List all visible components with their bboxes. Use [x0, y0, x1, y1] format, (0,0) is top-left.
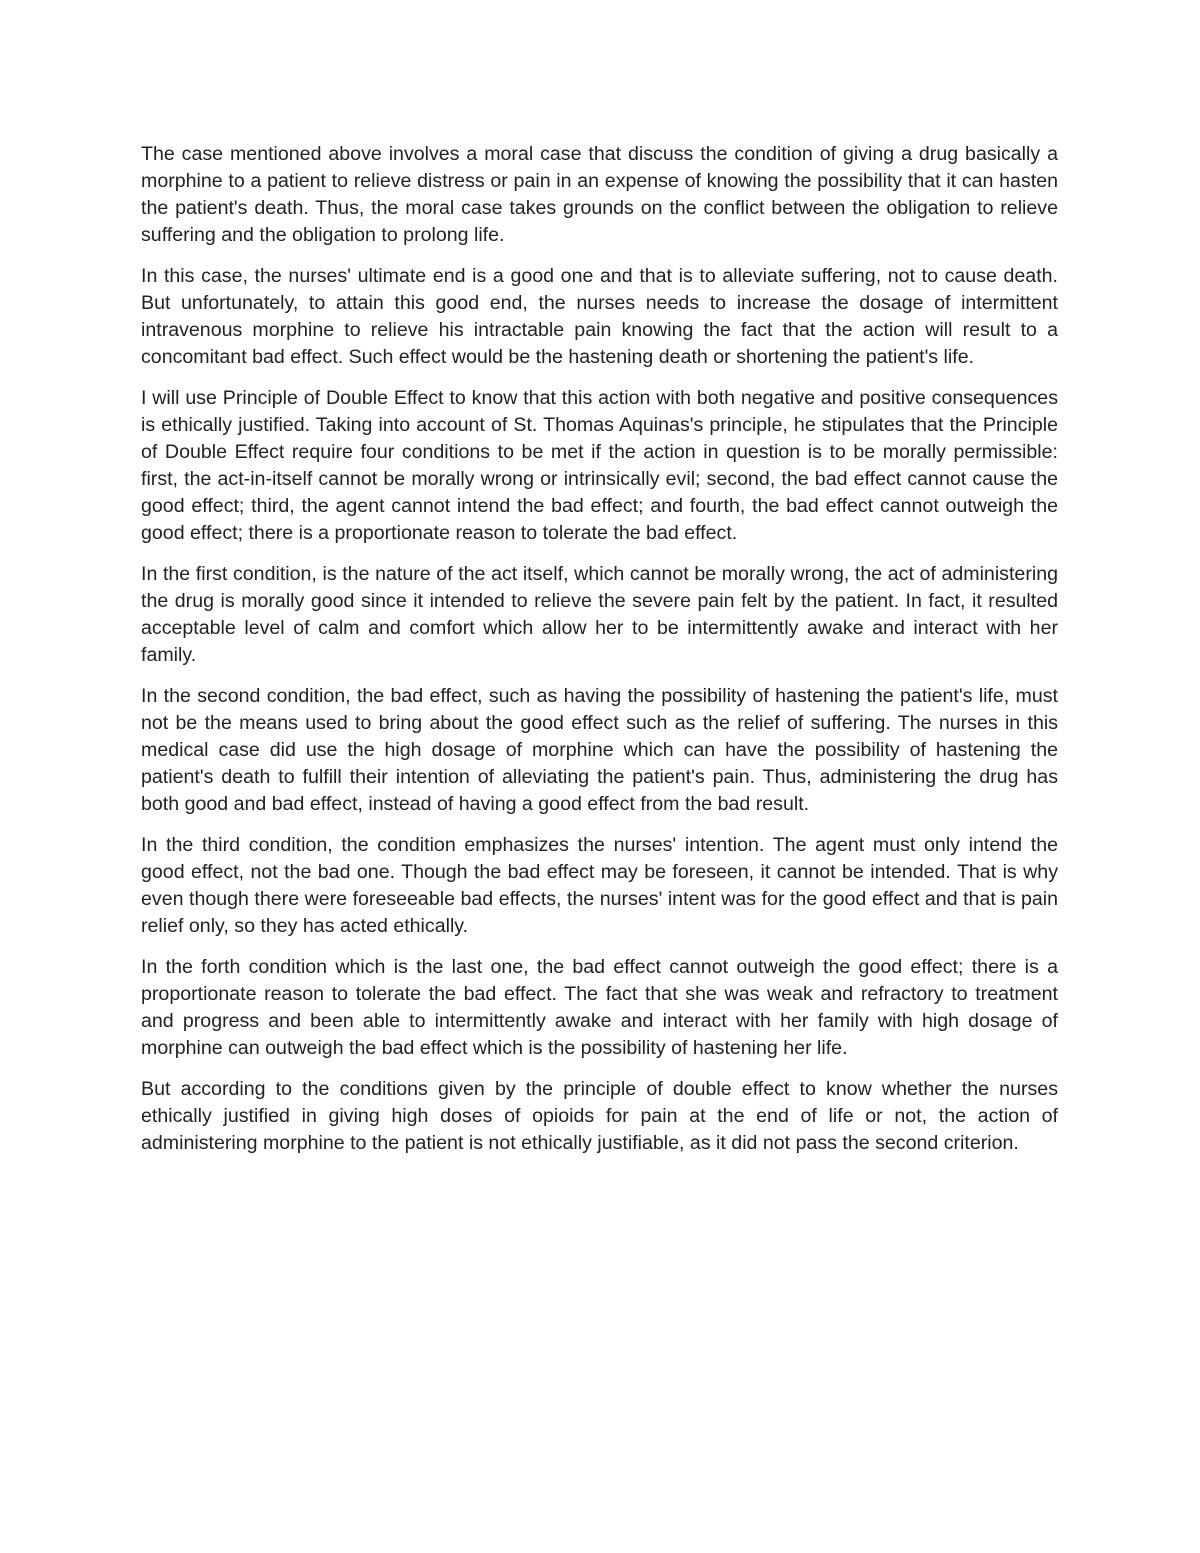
paragraph-8: But according to the conditions given by the principle of double effect to know whether the nurses ethically justified in giving high doses of opioids for pain at the end of life or not, the action of administering morphine to the patient is not ethically justifiable, as it did not pass the second criterion. [141, 1078, 1058, 1154]
document-body [141, 141, 1058, 1171]
paragraph-2: In this case, the nurses' ultimate end is a good one and that is to alleviate suffering, not to cause death. But unfortunately, to attain this good end, the nurses needs to increase the dosage of intermittent intravenous morphine to relieve his intractable pain knowing the fact that the action will result to a concomitant bad effect. Such effect would be the hastening death or shortening the patient's life. [141, 265, 1058, 368]
paragraph-7: In the forth condition which is the last one, the bad effect cannot outweigh the good effect; there is a proportionate reason to tolerate the bad effect. The fact that she was weak and refractory to treatment and progress and been able to intermittently awake and interact with her family with high dosage of morphine can outweigh the bad effect which is the possibility of hastening her life. [141, 956, 1058, 1059]
paragraph-6: In the third condition, the condition emphasizes the nurses' intention. The agent must only intend the good effect, not the bad one. Though the bad effect may be foreseen, it cannot be intended. That is why even though there were foreseeable bad effects, the nurses' intent was for the good effect and that is pain relief only, so they has acted ethically. [141, 834, 1058, 937]
paragraph-4: In the first condition, is the nature of the act itself, which cannot be morally wrong, the act of administering the drug is morally good since it intended to relieve the severe pain felt by the patient. In fact, it resulted acceptable level of calm and comfort which allow her to be intermittently awake and interact with her family. [141, 563, 1058, 666]
paragraph-3: I will use Principle of Double Effect to know that this action with both negative and positive consequences is ethically justified. Taking into account of St. Thomas Aquinas's principle, he stipulates that the Principle of Double Effect require four conditions to be met if the action in question is to be morally permissible: first, the act-in-itself cannot be morally wrong or intrinsically evil; second, the bad effect cannot cause the good effect; third, the agent cannot intend the bad effect; and fourth, the bad effect cannot outweigh the good effect; there is a proportionate reason to tolerate the bad effect. [141, 387, 1058, 544]
paragraph-5: In the second condition, the bad effect, such as having the possibility of hastening the patient's life, must not be the means used to bring about the good effect such as the relief of suffering. The nurses in this medical case did use the high dosage of morphine which can have the possibility of hastening the patient's death to fulfill their intention of alleviating the patient's pain. Thus, administering the drug has both good and bad effect, instead of having a good effect from the bad result. [141, 685, 1058, 815]
paragraph-1: The case mentioned above involves a moral case that discuss the condition of giving a drug basically a morphine to a patient to relieve distress or pain in an expense of knowing the possibility that it can hasten the patient's death. Thus, the moral case takes grounds on the conflict between the obligation to relieve suffering and the obligation to prolong life. [141, 143, 1058, 246]
